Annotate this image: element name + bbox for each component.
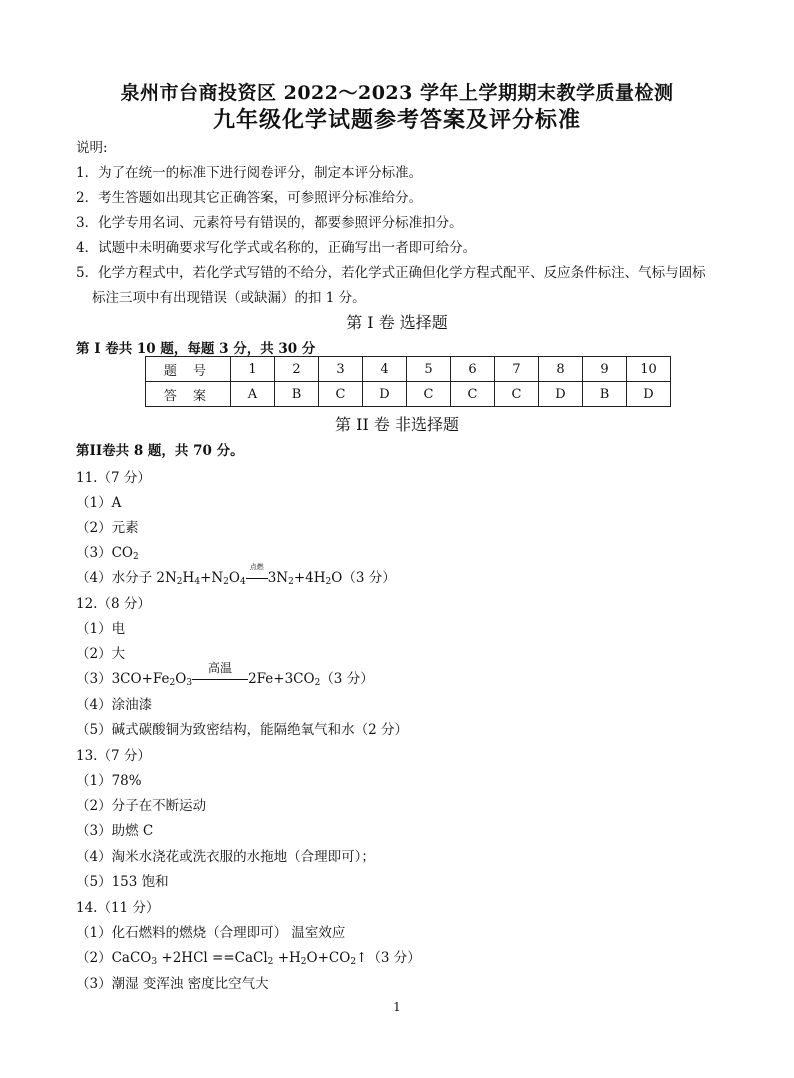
q13-answer-4: （4）淘米水浇花或洗衣服的水拖地（合理即可）； xyxy=(76,849,375,865)
q12-answer-3-text: （3）3CO+Fe xyxy=(76,671,170,687)
answer-cell: C xyxy=(407,382,451,407)
question-number: 7 xyxy=(495,357,539,382)
q11-answer-4: （4）水分子 $2N_2H_4+N_2O_4$ 点燃 $3N_2+4H_2O(3$ 分） xyxy=(76,563,396,587)
q13-heading: 13.（7 分） xyxy=(76,748,151,764)
q11-answer-3 xyxy=(76,541,139,561)
question-number: 1 xyxy=(231,357,275,382)
q11-heading: 11.（7 分） xyxy=(76,470,151,486)
reaction-condition xyxy=(192,661,248,687)
q11-answer-4-text: （4）水分子 2N xyxy=(76,570,177,586)
answer-cell: C xyxy=(319,382,363,407)
answer-cell: D xyxy=(363,382,407,407)
note-item: 5．化学方程式中，若化学式写错的不给分，若化学式正确但化学方程式配平、反应条件标注、气标与固标 xyxy=(76,265,706,281)
question-number: 10 xyxy=(627,357,671,382)
question-number: 3 xyxy=(319,357,363,382)
q12-heading: 12.（8 分） xyxy=(76,596,151,612)
question-number: 2 xyxy=(275,357,319,382)
question-number-row xyxy=(146,357,671,382)
q12-answer-4: （4）涂油漆 xyxy=(76,697,153,713)
q14-answer-2-text: （2）CaCO xyxy=(76,950,152,966)
answer-cell: B xyxy=(583,382,627,407)
note-item: 标注三项中有出现错误（或缺漏）的扣 1 分。 xyxy=(92,290,366,306)
q12-answer-5: （5）碱式碳酸铜为致密结构，能隔绝氧气和水（2 分） xyxy=(76,722,408,738)
question-number: 8 xyxy=(539,357,583,382)
answer-row xyxy=(146,382,671,407)
reaction-condition-label: 点燃 xyxy=(249,563,264,571)
q12-answer-2: （2）大 xyxy=(76,646,126,662)
answer-cell: C xyxy=(495,382,539,407)
q13-answer-3: （3）助燃 C xyxy=(76,823,154,839)
note-item: 2．考生答题如出现其它正确答案，可参照评分标准给分。 xyxy=(76,190,423,206)
note-item: 1．为了在统一的标准下进行阅卷评分，制定本评分标准。 xyxy=(76,165,423,181)
q13-answer-2: （2）分子在不断运动 xyxy=(76,798,207,814)
q11-answer-1: （1）A xyxy=(76,495,122,511)
title-line-1: 泉州市台商投资区 2022～2023 学年上学期期末教学质量检测 xyxy=(120,82,674,104)
subscript: 2 xyxy=(133,552,139,562)
q11-answer-4-score: （3 分） xyxy=(342,570,396,586)
title-line-2: 九年级化学试题参考答案及评分标准 xyxy=(212,107,581,133)
answer-cell: B xyxy=(275,382,319,407)
notes-heading: 说明: xyxy=(76,140,108,156)
page-number: 1 xyxy=(393,1000,401,1014)
part2-title: 第 II 卷 非选择题 xyxy=(335,415,459,434)
part1-summary: 第 I 卷共 10 题，每题 3 分，共 30 分 xyxy=(76,341,316,357)
q14-answer-2: （2）CaCO$_3$ +2HCl ==CaCl$_2$ $+H_2O+CO_2↑(3$ 分） xyxy=(76,950,421,967)
q14-answer-1: （1）化石燃料的燃烧（合理即可） 温室效应 xyxy=(76,925,346,941)
question-number: 5 xyxy=(407,357,451,382)
part2-summary: 第II卷共 8 题，共 70 分。 xyxy=(76,443,244,459)
answer-cell: C xyxy=(451,382,495,407)
part1-title: 第 I 卷 选择题 xyxy=(346,313,448,332)
q14-heading: 14.（11 分） xyxy=(76,900,160,916)
q14-answer-2-score: （3 分） xyxy=(367,950,421,966)
q14-answer-3: （3）潮湿 变浑浊 密度比空气大 xyxy=(76,976,269,992)
q12-answer-1: （1）电 xyxy=(76,621,126,637)
answer-cell: D xyxy=(627,382,671,407)
q13-answer-5: （5）153 饱和 xyxy=(76,874,169,890)
question-number: 4 xyxy=(363,357,407,382)
answer-table xyxy=(145,356,671,407)
q12-answer-3: $(3)3CO+Fe_2O_3$ 高温 $2Fe+3CO_2(3$ 分） xyxy=(76,661,374,688)
row-label-question: 题 号 xyxy=(146,357,231,382)
q11-answer-2: （2）元素 xyxy=(76,520,139,536)
row-label-answer: 答 案 xyxy=(146,382,231,407)
reaction-condition xyxy=(246,563,268,586)
answer-cell: A xyxy=(231,382,275,407)
note-item: 4．试题中未明确要求写化学式或名称的，正确写出一者即可给分。 xyxy=(76,240,477,256)
q12-answer-3-score: （3 分） xyxy=(320,671,374,687)
answer-cell: D xyxy=(539,382,583,407)
q11-answer-3-text: （3）CO xyxy=(76,545,133,561)
question-number: 6 xyxy=(451,357,495,382)
note-item: 3．化学专用名词、元素符号有错误的，都要参照评分标准扣分。 xyxy=(76,215,463,231)
q13-answer-1: （1）78% xyxy=(76,773,142,789)
question-number: 9 xyxy=(583,357,627,382)
reaction-condition-label: 高温 xyxy=(208,661,233,675)
